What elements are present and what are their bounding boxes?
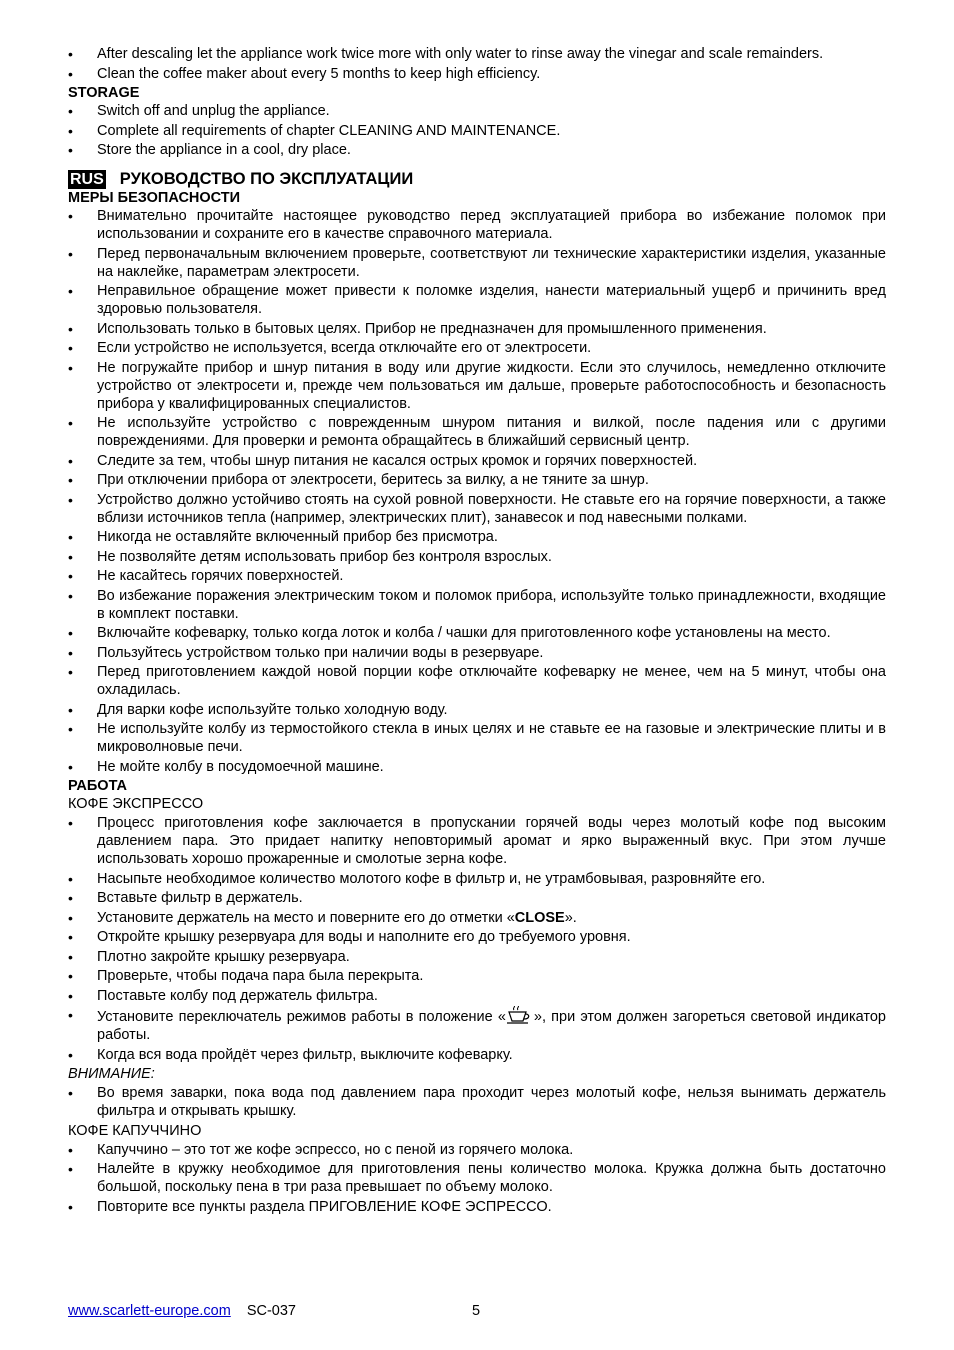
list-item: • Switch off and unplug the appliance. — [68, 102, 886, 120]
list-item: • Внимательно прочитайте настоящее руководство перед эксплуатацией прибора во избежание поломок при использовании и сохраните его в качестве справочного материала. — [68, 207, 886, 243]
list-item: • After descaling let the appliance work twice more with only water to rinse away the vinegar and scale remainders. — [68, 45, 886, 63]
list-item: • Не позволяйте детям использовать прибор без контроля взрослых. — [68, 548, 886, 566]
list-item: • Во избежание поражения электрическим током и поломок прибора, используйте только принадлежности, входящие в комплект поставки. — [68, 587, 886, 623]
list-item: • Перед приготовлением каждой новой порции кофе отключайте кофеварку не менее, чем на 5 минут, чтобы она охладилась. — [68, 663, 886, 699]
list-item: • Повторите все пункты раздела ПРИГОВЛЕНИЕ КОФЕ ЭСПРЕССО. — [68, 1198, 886, 1216]
page-number: 5 — [472, 1303, 481, 1319]
model-number: SC-037 — [246, 1303, 296, 1319]
cappuccino-list — [68, 1141, 886, 1216]
list-item: • Не мойте колбу в посудомоечной машине. — [68, 758, 886, 776]
list-item — [68, 909, 886, 927]
list-item: • Процесс приготовления кофе заключается в пропускании горячей воды через молотый кофе под высоким давлением пара. Это придает напитку неповторимый аромат и ярко выраженный вкус. При этом лучше использовать хорошо прожаренные и смолотые зерна кофе. — [68, 814, 886, 868]
list-item: • Насыпьте необходимое количество молотого кофе в фильтр и, не утрамбовывая, разровняйте его. — [68, 870, 886, 888]
list-item: • Поставьте колбу под держатель фильтра. — [68, 987, 886, 1005]
language-badge: RUS — [70, 170, 104, 188]
section-title: РУКОВОДСТВО ПО ЭКСПЛУАТАЦИИ — [119, 170, 414, 188]
list-item: • Плотно закройте крышку резервуара. — [68, 948, 886, 966]
attention-list — [68, 1084, 886, 1120]
storage-list — [68, 102, 886, 159]
work-heading: РАБОТА — [68, 778, 127, 794]
list-item: • Не касайтесь горячих поверхностей. — [68, 567, 886, 585]
mode-text-after: », при этом должен загореться световой индикатор работы. — [97, 1009, 886, 1043]
list-item: • Вставьте фильтр в держатель. — [68, 889, 886, 907]
espresso-list — [68, 814, 886, 1064]
list-item — [68, 1006, 886, 1044]
storage-heading: STORAGE — [68, 85, 140, 101]
list-item: • Для варки кофе используйте только холодную воду. — [68, 701, 886, 719]
list-item: • Во время заварки, пока вода под давлением пара проходит через молотый кофе, нельзя вынимать держатель фильтра и открывать крышку. — [68, 1084, 886, 1120]
list-item: • Следите за тем, чтобы шнур питания не касался острых кромок и горячих поверхностей. — [68, 452, 886, 470]
espresso-heading: КОФЕ ЭКСПРЕССО — [68, 796, 204, 812]
descaling-list — [68, 45, 886, 83]
list-item: • Пользуйтесь устройством только при наличии воды в резервуаре. — [68, 644, 886, 662]
list-item: • Капуччино – это тот же кофе эспрессо, но с пеной из горячего молока. — [68, 1141, 886, 1159]
close-text-after: ». — [564, 909, 577, 926]
attention-label: ВНИМАНИЕ: — [68, 1066, 155, 1082]
list-item: • Store the appliance in a cool, dry place. — [68, 141, 886, 159]
cappuccino-heading: КОФЕ КАПУЧЧИНО — [68, 1122, 202, 1139]
list-item: • Не используйте устройство с поврежденным шнуром питания и вилкой, после падения или с другими повреждениями. Для проверки и ремонта обращайтесь в ближайший сервисный центр. — [68, 414, 886, 450]
list-item: • Включайте кофеварку, только когда лоток и колба / чашки для приготовленного кофе установлены на место. — [68, 624, 886, 642]
website-link[interactable]: www.scarlett-europe.com — [68, 1303, 231, 1319]
list-item: • Проверьте, чтобы подача пара была перекрыта. — [68, 967, 886, 985]
list-item: • Complete all requirements of chapter CLEANING AND MAINTENANCE. — [68, 122, 886, 140]
close-mark: CLOSE — [514, 909, 565, 926]
list-item: • Когда вся вода пройдёт через фильтр, выключите кофеварку. — [68, 1046, 886, 1064]
mode-text-before: Установите переключатель режимов работы в положение « — [97, 1009, 506, 1025]
safety-list — [68, 207, 886, 776]
list-item: • При отключении прибора от электросети, беритесь за вилку, а не тяните за шнур. — [68, 471, 886, 489]
list-item: • Никогда не оставляйте включенный прибор без присмотра. — [68, 528, 886, 546]
list-item: • Налейте в кружку необходимое для приготовления пены количество молока. Кружка должна быть достаточно большой, поскольку пена в три раза превышает по объему молоко. — [68, 1160, 886, 1196]
list-item: • Перед первоначальным включением проверьте, соответствуют ли технические характеристики изделия, указанные на наклейке, параметрам электросети. — [68, 245, 886, 281]
list-item: • Устройство должно устойчиво стоять на сухой ровной поверхности. Не ставьте его на горячие поверхности, а также вблизи источников тепла (например, электрических плит), занавесок и под навесными полками. — [68, 491, 886, 527]
list-item: • Если устройство не используется, всегда отключайте его от электросети. — [68, 339, 886, 357]
close-text-before: Установите держатель на место и поверните его до отметки « — [97, 909, 515, 926]
list-item: • Откройте крышку резервуара для воды и наполните его до требуемого уровня. — [68, 928, 886, 946]
rus-section-header — [68, 169, 886, 189]
list-item: • Clean the coffee maker about every 5 months to keep high efficiency. — [68, 65, 886, 83]
page-footer — [68, 1303, 886, 1319]
list-item: • Неправильное обращение может привести к поломке изделия, нанести материальный ущерб и причинить вред здоровью пользователя. — [68, 282, 886, 318]
safety-heading: МЕРЫ БЕЗОПАСНОСТИ — [68, 190, 241, 206]
list-item: • Не погружайте прибор и шнур питания в воду или другие жидкости. Если это случилось, немедленно отключите устройство от электросети и, прежде чем пользоваться им дальше, проверьте работоспособность и безопасность прибора у квалифицированных специалистов. — [68, 359, 886, 413]
coffee-cup-icon — [506, 1006, 534, 1026]
list-item: • Не используйте колбу из термостойкого стекла в иных целях и не ставьте ее на газовые и электрические плиты и в микроволновые печи. — [68, 720, 886, 756]
list-item: • Использовать только в бытовых целях. Прибор не предназначен для промышленного применения. — [68, 320, 886, 338]
manual-page — [68, 45, 886, 1217]
